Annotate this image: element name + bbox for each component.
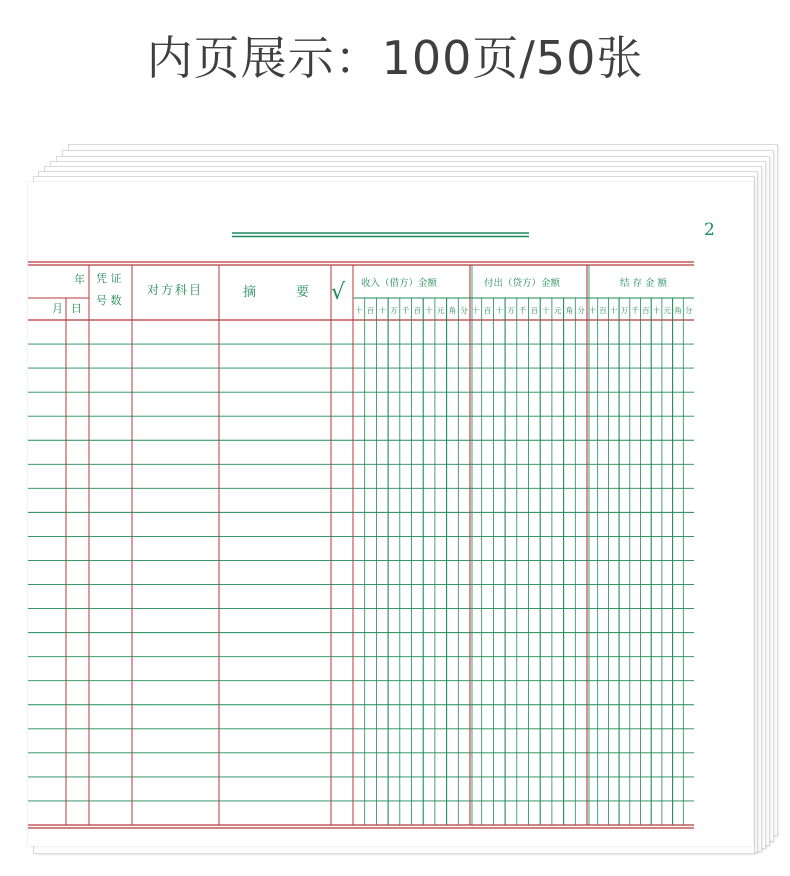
header-day: 日 xyxy=(71,302,82,315)
digit-unit-label: 十 xyxy=(495,306,503,315)
header-summary-char1: 摘 xyxy=(243,285,257,300)
digit-unit-label: 百 xyxy=(483,306,492,315)
digit-unit-label: 千 xyxy=(518,306,527,315)
header-balance: 结 存 金 额 xyxy=(620,278,668,289)
digit-unit-label: 百 xyxy=(413,306,422,315)
ledger-page xyxy=(28,182,753,846)
digit-unit-label: 百 xyxy=(366,306,375,315)
digit-unit-label: 十 xyxy=(588,306,597,315)
header-summary-char2: 要 xyxy=(296,285,310,300)
digit-unit-label: 角 xyxy=(674,306,682,315)
digit-unit-label: 百 xyxy=(530,306,539,315)
digit-unit-label: 十 xyxy=(378,306,386,315)
header-year: 年 xyxy=(74,273,85,286)
digit-unit-label: 角 xyxy=(565,306,574,315)
page-number: 2 xyxy=(704,220,715,240)
digit-unit-label: 十 xyxy=(542,306,550,315)
digit-unit-label: 角 xyxy=(448,306,457,315)
digit-unit-label: 百 xyxy=(599,306,607,315)
digit-unit-label: 十 xyxy=(472,306,480,315)
digit-unit-label: 元 xyxy=(437,306,445,315)
digit-unit-label: 百 xyxy=(642,306,650,315)
header-month: 月 xyxy=(52,302,63,315)
digit-unit-label: 十 xyxy=(652,306,661,315)
digit-unit-label: 万 xyxy=(390,306,398,315)
digit-unit-label: 千 xyxy=(631,306,639,315)
page-headline: 内页展示：100页/50张 xyxy=(146,31,644,85)
digit-unit-label: 十 xyxy=(610,306,618,315)
header-check-mark: √ xyxy=(331,280,346,305)
digit-unit-label: 分 xyxy=(577,306,585,315)
header-voucher-line2: 号 数 xyxy=(96,294,122,307)
header-income: 收入（借方）金额 xyxy=(361,278,438,289)
digit-unit-label: 元 xyxy=(554,306,562,315)
header-counter-account: 对方科目 xyxy=(147,283,204,297)
digit-unit-label: 分 xyxy=(460,306,468,315)
digit-unit-label: 万 xyxy=(620,306,629,315)
digit-unit-label: 分 xyxy=(684,306,693,315)
digit-unit-label: 十 xyxy=(425,306,433,315)
header-voucher-line1: 凭 证 xyxy=(96,272,122,285)
header-expense: 付出（贷方）金额 xyxy=(484,278,561,289)
digit-unit-label: 十 xyxy=(355,306,363,315)
ledger-grid xyxy=(28,182,753,846)
digit-unit-label: 千 xyxy=(401,306,410,315)
digit-unit-label: 万 xyxy=(507,306,515,315)
digit-unit-label: 元 xyxy=(663,306,671,315)
